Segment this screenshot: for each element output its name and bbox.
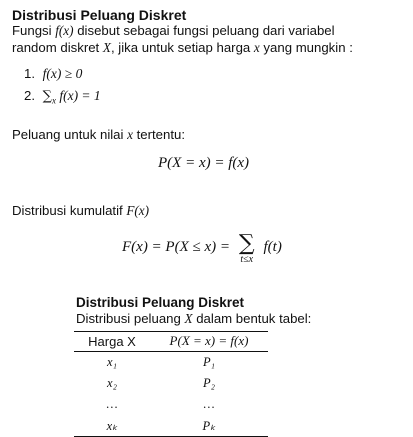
- cell-p: Pₖ: [150, 415, 268, 437]
- cell-x: x₁: [107, 355, 117, 369]
- header-harga-x: Harga X: [74, 332, 150, 352]
- intro-line-2: [12, 40, 353, 56]
- condition-number: 2.: [24, 88, 35, 103]
- intro-var-X: X: [102, 40, 111, 55]
- table-row: [74, 394, 268, 415]
- var-x: x: [127, 127, 133, 142]
- text-part: Distribusi kumulatif: [12, 203, 127, 218]
- table-header-row: [74, 332, 268, 352]
- text-part: Distribusi peluang: [76, 311, 185, 326]
- intro-text-4: , jika untuk setiap harga: [110, 40, 254, 55]
- point-probability-formula: P(X = x) = f(x): [158, 155, 250, 171]
- cell-p: P₂: [203, 376, 215, 390]
- sum-block: [234, 233, 260, 265]
- intro-fx: f(x): [55, 23, 74, 38]
- cumulative-formula: [122, 233, 282, 267]
- var-X: X: [184, 311, 193, 326]
- condition-2: [24, 88, 101, 109]
- intro-text-2: disebut sebagai fungsi peluang dari variabel: [73, 23, 335, 38]
- formula-left: F(x) = P(X ≤ x) =: [122, 239, 234, 255]
- condition-formula: f(x) = 1: [55, 88, 101, 103]
- intro-text-5: yang mungkin :: [259, 40, 353, 55]
- header-probability: P(X = x) = f(x): [150, 332, 268, 352]
- intro-text-3: random diskret: [12, 40, 103, 55]
- condition-number: 1.: [24, 66, 35, 81]
- intro-var-x: x: [253, 40, 260, 55]
- condition-formula: f(x) ≥ 0: [42, 66, 83, 81]
- sum-subscript: t≤x: [240, 254, 254, 265]
- formula-right: f(t): [259, 239, 282, 255]
- point-probability-text: [12, 127, 185, 143]
- text-part: dalam bentuk tabel:: [192, 311, 312, 326]
- sum-symbol: ∑: [238, 231, 255, 256]
- cell-x: x₂: [107, 376, 117, 390]
- table-caption: [76, 311, 311, 327]
- text-part: tertentu:: [132, 127, 186, 142]
- intro-text-1: Fungsi: [12, 23, 56, 38]
- table-title: Distribusi Peluang Diskret: [76, 295, 245, 310]
- sum-symbol: ∑: [42, 89, 52, 104]
- text-part: Peluang untuk nilai: [12, 127, 128, 142]
- intro-line-1: [12, 23, 335, 39]
- cumulative-text: [12, 203, 149, 219]
- cell-p: …: [203, 397, 215, 411]
- table-row: [74, 352, 268, 374]
- cell-p: P₁: [203, 355, 215, 369]
- section-title: Distribusi Peluang Diskret: [12, 7, 187, 23]
- cell-x: xₖ: [74, 415, 150, 437]
- distribution-table: [74, 331, 268, 437]
- table-row: [74, 415, 268, 437]
- sum-subscript: x: [51, 95, 56, 106]
- cell-x: …: [106, 397, 118, 411]
- table-row: [74, 373, 268, 394]
- condition-1: [24, 66, 82, 82]
- var-Fx: F(x): [126, 203, 150, 218]
